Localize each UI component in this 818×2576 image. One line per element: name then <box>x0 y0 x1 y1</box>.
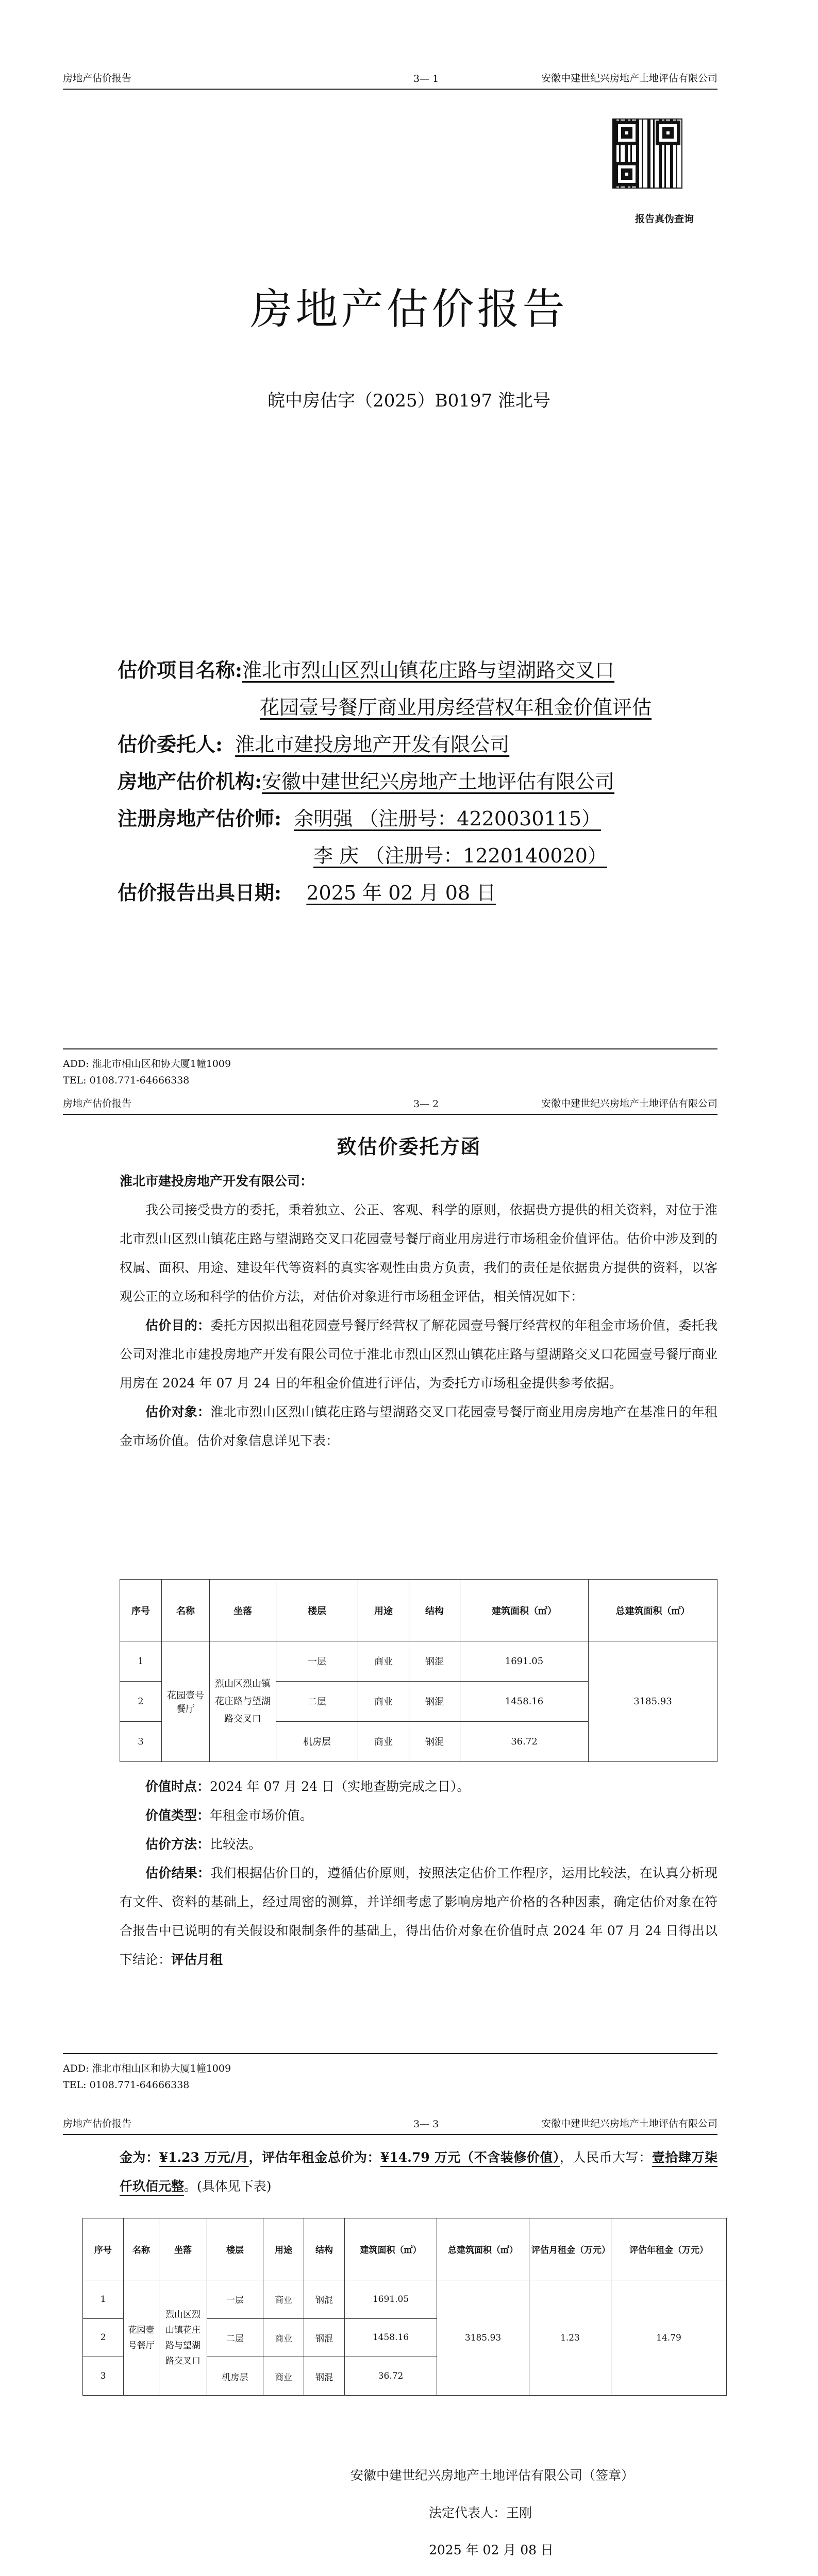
header-page-number: 3— 3 <box>413 2119 439 2130</box>
cell: 一层 <box>207 2280 263 2319</box>
cell-name: 花园壹号餐厅 <box>162 1641 210 1762</box>
cell: 商业 <box>263 2280 304 2319</box>
cell: 一层 <box>276 1641 358 1682</box>
appraiser-1: 余明强 （注册号：4220030115） <box>294 807 602 830</box>
cell-location: 烈山区烈山镇花庄路与望湖路交叉口 <box>210 1641 276 1762</box>
th-use: 用途 <box>358 1580 409 1641</box>
monthly-rent: ¥1.23 万元/月 <box>159 2150 249 2165</box>
cell: 二层 <box>276 1681 358 1721</box>
footer-address: ADD: 淮北市相山区和协大厦1幢1009 <box>63 2063 231 2074</box>
method-label: 估价方法： <box>145 1837 210 1852</box>
cell: 1691.05 <box>460 1641 589 1682</box>
annual-rent: ¥14.79 万元（不含装修价值） <box>380 2150 560 2165</box>
header-left: 房地产估价报告 <box>63 2118 132 2129</box>
report-number: 皖中房估字（2025）B0197 淮北号 <box>268 391 550 411</box>
rmb-caps: 壹拾肆万柒仟玖佰元整 <box>120 2150 717 2194</box>
footer-tel: TEL: 0108.771-64666338 <box>63 1075 190 1086</box>
salutation: 淮北市建投房地产开发有限公司： <box>120 1174 313 1189</box>
header-right: 安徽中建世纪兴房地产土地评估有限公司 <box>541 2118 717 2129</box>
cell-total: 3185.93 <box>437 2280 529 2396</box>
date-label: 估价报告出具日期: <box>118 881 282 904</box>
th-area: 建筑面积（㎡） <box>460 1580 589 1641</box>
cell: 1 <box>83 2280 124 2319</box>
page-cover <box>0 62 818 1072</box>
cover-title: 房地产估价报告 <box>250 285 568 334</box>
th-struct: 结构 <box>409 1580 460 1641</box>
cell: 机房层 <box>276 1721 358 1761</box>
cell: 1 <box>120 1641 162 1682</box>
th-total: 总建筑面积（㎡） <box>437 2218 529 2280</box>
cell: 二层 <box>207 2318 263 2357</box>
cell: 商业 <box>358 1641 409 1682</box>
signature-date: 2025 年 02 月 08 日 <box>429 2543 554 2557</box>
date-value: 2025 年 02 月 08 日 <box>306 882 496 904</box>
cell: 商业 <box>358 1681 409 1721</box>
type-label: 价值类型： <box>145 1808 210 1823</box>
cell: 1458.16 <box>460 1681 589 1721</box>
object-text: 淮北市烈山区烈山镇花庄路与望湖路交叉口花园壹号餐厅商业用房房地产在基准日的年租金市场价值。估价对象信息详见下表： <box>120 1404 717 1448</box>
cell: 钢混 <box>409 1721 460 1761</box>
client-value: 淮北市建投房地产开发有限公司 <box>235 733 510 756</box>
page-header <box>63 62 717 90</box>
header-right: 安徽中建世纪兴房地产土地评估有限公司 <box>541 1098 717 1109</box>
annual-label: ，评估年租金总价为： <box>248 2150 380 2165</box>
date-label: 价值时点： <box>145 1779 210 1794</box>
header-right: 安徽中建世纪兴房地产土地评估有限公司 <box>541 73 717 84</box>
agency-value: 安徽中建世纪兴房地产土地评估有限公司 <box>262 770 615 793</box>
cell-total: 3185.93 <box>589 1641 717 1762</box>
header-left: 房地产估价报告 <box>63 73 132 84</box>
result-tail: 评估月租 <box>171 1952 223 1967</box>
client-label: 估价委托人: <box>118 733 223 756</box>
agency-label: 房地产估价机构: <box>118 770 262 793</box>
page-header <box>63 2107 717 2135</box>
cell: 钢混 <box>409 1681 460 1721</box>
th-name: 名称 <box>124 2218 159 2280</box>
cell: 1458.16 <box>345 2318 437 2357</box>
page-footer <box>63 1048 717 1089</box>
th-annual: 评估年租金（万元） <box>611 2218 727 2280</box>
th-no: 序号 <box>120 1580 162 1641</box>
cell: 钢混 <box>409 1641 460 1682</box>
cell: 钢混 <box>304 2357 345 2396</box>
letter-title: 致估价委托方函 <box>337 1135 481 1158</box>
page-header <box>63 1087 717 1115</box>
footer-tel: TEL: 0108.771-64666338 <box>63 2079 190 2091</box>
signature-company: 安徽中建世纪兴房地产土地评估有限公司（签章） <box>350 2468 635 2483</box>
th-location: 坐落 <box>159 2218 207 2280</box>
footer-address: ADD: 淮北市相山区和协大厦1幢1009 <box>63 1058 231 1070</box>
th-name: 名称 <box>162 1580 210 1641</box>
cell-monthly: 1.23 <box>529 2280 611 2396</box>
result-summary <box>120 2143 717 2201</box>
th-struct: 结构 <box>304 2218 345 2280</box>
cell: 商业 <box>263 2357 304 2396</box>
qr-code-icon[interactable] <box>612 118 682 189</box>
type-text: 年租金市场价值。 <box>210 1808 313 1823</box>
intro-paragraph: 我公司接受贵方的委托，秉着独立、公正、客观、科学的原则，依据贵方提供的相关资料，对位于淮北市烈山区烈山镇花庄路与望湖路交叉口花园壹号餐厅商业用房进行市场租金价值评估。估价中涉及到的权属、面积、用途、建设年代等资料的真实客观性由贵方负责，我们的责任是依据贵方提供的资料，以客观公正的立场和科学的估价方法，对估价对象进行市场租金评估，相关情况如下： <box>120 1202 717 1304</box>
th-area: 建筑面积（㎡） <box>345 2218 437 2280</box>
project-line1: 淮北市烈山区烈山镇花庄路与望湖路交叉口 <box>242 659 615 682</box>
cell: 3 <box>83 2357 124 2396</box>
cell-location: 烈山区烈山镇花庄路与望湖路交叉口 <box>159 2280 207 2396</box>
cell-annual: 14.79 <box>611 2280 727 2396</box>
signature-rep: 法定代表人：王刚 <box>429 2505 532 2520</box>
cell: 商业 <box>358 1721 409 1761</box>
cell: 2 <box>83 2318 124 2357</box>
th-location: 坐落 <box>210 1580 276 1641</box>
date-text: 2024 年 07 月 24 日（实地查勘完成之日）。 <box>210 1779 470 1794</box>
cell: 3 <box>120 1721 162 1761</box>
cell: 2 <box>120 1681 162 1721</box>
project-label: 估价项目名称: <box>118 658 243 682</box>
th-floor: 楼层 <box>276 1580 358 1641</box>
th-total: 总建筑面积（㎡） <box>589 1580 717 1641</box>
th-monthly: 评估月租金（万元） <box>529 2218 611 2280</box>
purpose-label: 估价目的： <box>145 1318 211 1333</box>
result-text: 我们根据估价目的，遵循估价原则，按照法定估价工作程序，运用比较法，在认真分析现有文件、资料的基础上，经过周密的测算，并详细考虑了影响房地产价格的各种因素，确定估价对象在符合报告中已说明的有关假设和限制条件的基础上，得出估价对象在价值时点 2024 年 07 月 24 日得出以下结论： <box>120 1866 717 1967</box>
cell: 钢混 <box>304 2318 345 2357</box>
appraiser-label: 注册房地产估价师: <box>118 807 282 830</box>
cell: 1691.05 <box>345 2280 437 2319</box>
result-table <box>82 2218 727 2396</box>
result-label: 估价结果： <box>145 1866 211 1880</box>
purpose-text: 委托方因拟出租花园壹号餐厅经营权了解花园壹号餐厅经营权的年租金市场价值，委托我公司对淮北市建投房地产开发有限公司位于淮北市烈山区烈山镇花庄路与望湖路交叉口花园壹号餐厅商业用房在 2024 年 07 月 24 日的年租金价值进行评估，为委托方市场租金提供参考依据。 <box>120 1318 717 1391</box>
th-floor: 楼层 <box>207 2218 263 2280</box>
rmb-tail: 。(具体见下表) <box>184 2179 272 2194</box>
letter-body-2 <box>120 1772 717 1974</box>
project-line2: 花园壹号餐厅商业用房经营权年租金价值评估 <box>260 696 652 719</box>
result-cont: 金为： <box>120 2150 159 2165</box>
method-text: 比较法。 <box>210 1837 262 1852</box>
letter-body <box>120 1167 717 1455</box>
qr-caption: 报告真伪查询 <box>635 213 694 225</box>
cell: 36.72 <box>345 2357 437 2396</box>
th-no: 序号 <box>83 2218 124 2280</box>
th-use: 用途 <box>263 2218 304 2280</box>
cell: 商业 <box>263 2318 304 2357</box>
table-row <box>83 2280 727 2319</box>
object-table <box>120 1579 717 1762</box>
table-row <box>120 1641 717 1682</box>
cell-name: 花园壹号餐厅 <box>124 2280 159 2396</box>
object-label: 估价对象： <box>145 1404 211 1419</box>
cell: 机房层 <box>207 2357 263 2396</box>
cell: 36.72 <box>460 1721 589 1761</box>
header-page-number: 3— 2 <box>413 1098 439 1110</box>
page-footer <box>63 2053 717 2093</box>
cover-info <box>118 652 652 911</box>
appraiser-2: 李 庆 （注册号：1220140020） <box>313 844 607 867</box>
header-left: 房地产估价报告 <box>63 1098 132 1109</box>
cell: 钢混 <box>304 2280 345 2319</box>
header-page-number: 3— 1 <box>413 73 439 84</box>
rmb-label: ，人民币大写： <box>559 2150 652 2165</box>
